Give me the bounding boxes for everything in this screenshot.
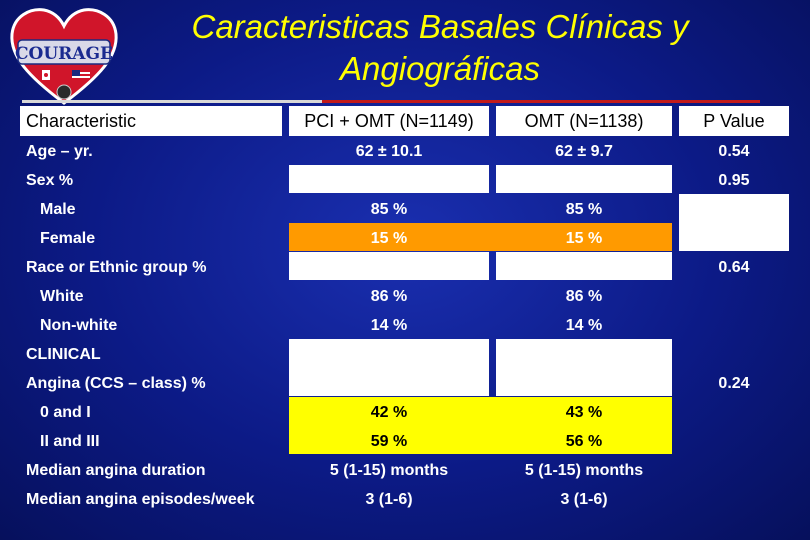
omt-sex-empty	[496, 165, 672, 193]
sex-pvalue: 0.95	[718, 172, 750, 189]
row-label-white: White	[40, 288, 84, 305]
white-pci: 86 %	[370, 288, 408, 305]
svg-text:COURAGE: COURAGE	[15, 44, 113, 64]
row-label-sex: Sex %	[26, 172, 74, 189]
header-omt: OMT (N=1138)	[524, 111, 644, 131]
seal-icon	[57, 85, 71, 99]
pci-clinical-empty	[289, 339, 489, 396]
row-label-class-2-3: II and III	[40, 433, 100, 450]
class-0-1-omt: 43 %	[565, 404, 603, 421]
row-label-class-0-1: 0 and I	[40, 404, 91, 421]
nonwhite-pci: 14 %	[370, 317, 408, 334]
title-divider	[22, 100, 760, 103]
title-line-1: Caracteristicas Basales Clínicas y	[191, 8, 689, 45]
omt-race-empty	[496, 252, 672, 280]
white-omt: 86 %	[565, 288, 603, 305]
class-0-1-pci: 42 %	[370, 404, 408, 421]
row-label-nonwhite: Non-white	[40, 317, 118, 334]
angina-pvalue: 0.24	[718, 375, 750, 392]
row-label-angina-episodes: Median angina episodes/week	[26, 491, 255, 508]
nonwhite-omt: 14 %	[565, 317, 603, 334]
class-2-3-pci: 59 %	[370, 433, 408, 450]
age-omt: 62 ± 9.7	[555, 143, 613, 160]
episodes-omt: 3 (1-6)	[560, 491, 608, 508]
duration-pci: 5 (1-15) months	[329, 462, 449, 479]
row-label-angina-class: Angina (CCS – class) %	[26, 375, 206, 392]
class-2-3-omt: 56 %	[565, 433, 603, 450]
row-label-male: Male	[40, 201, 76, 218]
age-pvalue: 0.54	[718, 143, 750, 160]
episodes-pci: 3 (1-6)	[365, 491, 413, 508]
pci-race-empty	[289, 252, 489, 280]
courage-logo	[8, 6, 120, 106]
row-label-race: Race or Ethnic group %	[26, 259, 207, 276]
female-omt: 15 %	[565, 230, 603, 247]
p-sex-empty	[679, 194, 789, 251]
header-p-value: P Value	[703, 111, 765, 131]
race-pvalue: 0.64	[718, 259, 750, 276]
header-pci-omt: PCI + OMT (N=1149)	[304, 111, 474, 131]
omt-clinical-empty	[496, 339, 672, 396]
male-pci: 85 %	[370, 201, 408, 218]
us-flag-icon	[72, 70, 90, 80]
pci-sex-empty	[289, 165, 489, 193]
row-label-female: Female	[40, 230, 96, 247]
section-label-clinical: CLINICAL	[26, 346, 101, 363]
page-title	[120, 6, 760, 90]
duration-omt: 5 (1-15) months	[524, 462, 644, 479]
row-label-age: Age – yr.	[26, 143, 93, 160]
male-omt: 85 %	[565, 201, 603, 218]
header-characteristic: Characteristic	[26, 111, 137, 131]
title-line-2: Angiográficas	[340, 50, 540, 87]
row-label-angina-duration: Median angina duration	[26, 462, 206, 479]
age-pci: 62 ± 10.1	[355, 143, 423, 160]
female-pci: 15 %	[370, 230, 408, 247]
